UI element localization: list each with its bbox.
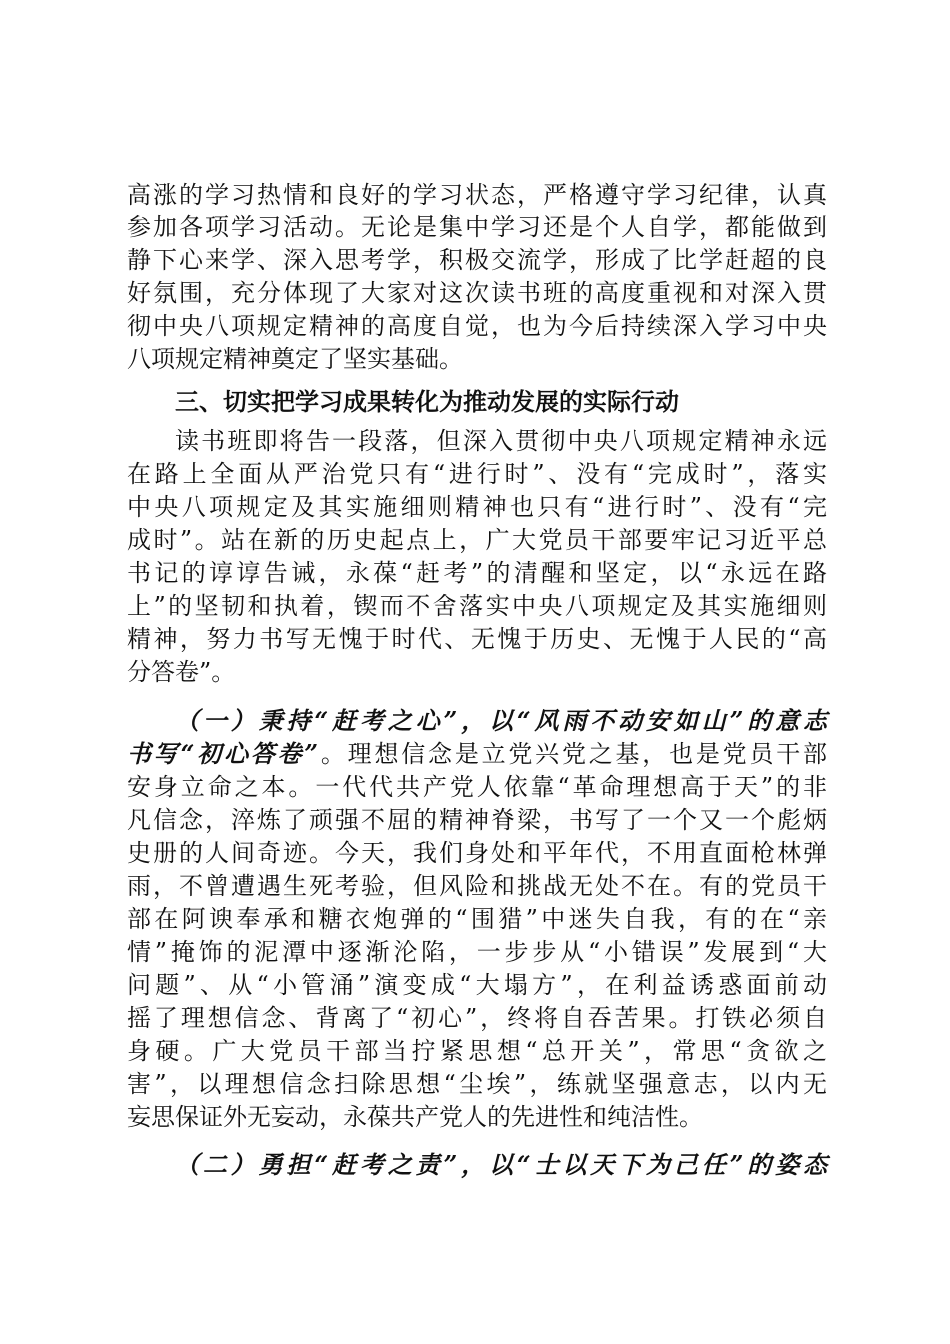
subsection-1-body-start: 。理想信念是立党兴党之基，也是党员干部 [318, 740, 828, 768]
subsection-1-line: 凡信念，淬炼了顽强不屈的精神脊梁，书写了一个又一个彪炳 [127, 806, 827, 834]
paragraph-2-line: 上”的坚韧和执着，锲而不舍落实中央八项规定及其实施细则 [127, 592, 827, 620]
paragraph-1-line: 静下心来学、深入思考学，积极交流学，形成了比学赶超的良 [127, 246, 827, 274]
subsection-1-line: 雨，不曾遭遇生死考验，但风险和挑战无处不在。有的党员干 [127, 872, 827, 900]
paragraph-1-line: 高涨的学习热情和良好的学习状态，严格遵守学习纪律，认真 [127, 181, 827, 209]
paragraph-2-line: 在路上全面从严治党只有“进行时”、没有“完成时”，落实 [127, 460, 827, 488]
subsection-1-line: 害”，以理想信念扫除思想“尘埃”，练就坚强意志，以内无 [127, 1070, 827, 1098]
subsection-1-line: 安身立命之本。一代代共产党人依靠“革命理想高于天”的非 [127, 773, 827, 801]
paragraph-2-line: 中央八项规定及其实施细则精神也只有“进行时”、没有“完 [127, 493, 827, 521]
paragraph-2-line: 精神，努力书写无愧于时代、无愧于历史、无愧于人民的“高 [127, 625, 827, 653]
paragraph-1-line: 好氛围，充分体现了大家对这次读书班的高度重视和对深入贯 [127, 279, 827, 307]
subsection-1-line: 问题”、从“小管涌”演变成“大塌方”，在利益诱惑面前动 [127, 971, 827, 999]
subsection-1-line: 身硬。广大党员干部当拧紧思想“总开关”，常思“贪欲之 [127, 1037, 827, 1065]
subsection-1-title-end: 书写“初心答卷” [127, 739, 319, 768]
paragraph-2-line: 成时”。站在新的历史起点上，广大党员干部要牢记习近平总 [127, 526, 827, 554]
subsection-1-line: 摇了理想信念、背离了“初心”，终将自吞苦果。打铁必须自 [127, 1004, 827, 1032]
paragraph-1-line: 八项规定精神奠定了坚实基础。 [127, 345, 463, 373]
section-heading: 三、切实把学习成果转化为推动发展的实际行动 [175, 388, 679, 416]
subsection-1-line: 妄思保证外无妄动，永葆共产党人的先进性和纯洁性。 [127, 1103, 703, 1131]
subsection-2-title: （二）勇担“赶考之责”，以“士以天下为己任”的姿态 [175, 1150, 827, 1179]
subsection-1-line: 史册的人间奇迹。今天，我们身处和平年代，不用直面枪林弹 [127, 839, 827, 867]
subsection-1-title: （一）秉持“赶考之心”，以“风雨不动安如山”的意志 [175, 706, 827, 735]
paragraph-1-line: 参加各项学习活动。无论是集中学习还是个人自学，都能做到 [127, 213, 827, 241]
paragraph-2-line: 分答卷”。 [127, 658, 236, 686]
paragraph-1-line: 彻中央八项规定精神的高度自觉，也为今后持续深入学习中央 [127, 312, 827, 340]
paragraph-2-line: 读书班即将告一段落，但深入贯彻中央八项规定精神永远 [175, 427, 827, 455]
paragraph-2-line: 书记的谆谆告诫，永葆“赶考”的清醒和坚定，以“永远在路 [127, 559, 827, 587]
subsection-1-title-continuation [127, 737, 827, 771]
subsection-1-line: 情”掩饰的泥潭中逐渐沦陷，一步步从“小错误”发展到“大 [127, 938, 827, 966]
subsection-1-line: 部在阿谀奉承和糖衣炮弹的“围猎”中迷失自我，有的在“亲 [127, 905, 827, 933]
